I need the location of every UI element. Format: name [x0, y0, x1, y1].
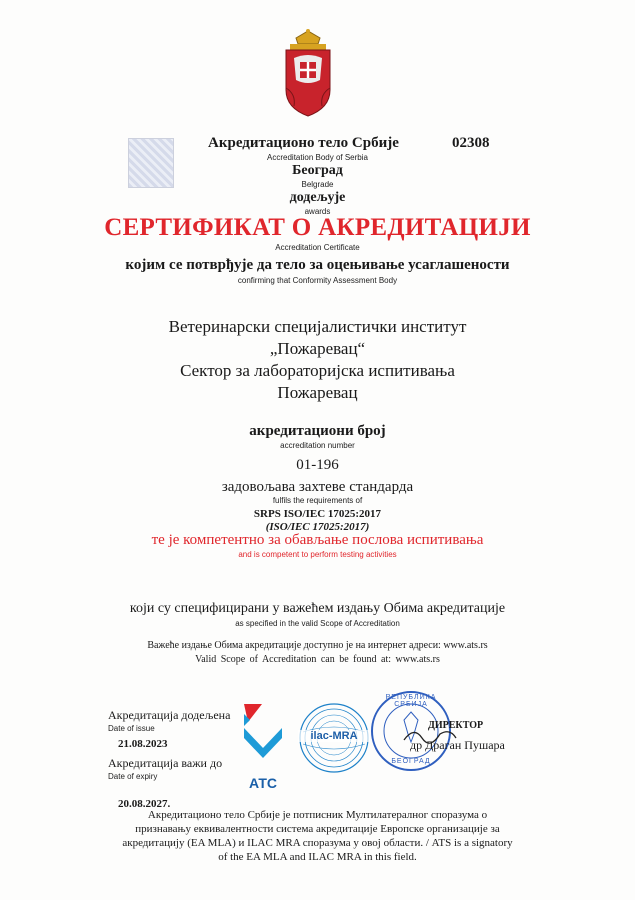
standard-alt: (ISO/IEC 17025:2017) — [265, 521, 370, 533]
date-expiry-label: Акредитација важи до — [108, 756, 223, 770]
fulfils-sr: задовољава захтеве стандарда — [221, 479, 414, 495]
scope-web-sr: Важеће издање Обима акредитације доступно је на интернет адреси: www.ats.rs — [147, 640, 488, 651]
accreditation-number: 01-196 — [296, 457, 339, 473]
accreditation-number-label: акредитациони број — [249, 423, 386, 439]
ats-logo-mark-icon — [240, 700, 286, 770]
scope-web-en: Valid Scope of Accreditation can be found at: www.ats.rs — [195, 654, 440, 665]
city-en: Belgrade — [301, 180, 334, 189]
coat-of-arms-icon — [282, 28, 334, 118]
accreditation-number-label-en: accreditation number — [280, 441, 355, 450]
certificate-title: СЕРТИФИКАТ О АКРЕДИТАЦИЈИ — [104, 214, 531, 241]
director-title: ДИРЕКТОР — [428, 720, 484, 731]
institution-name: Ветеринарски специјалистички институт — [168, 317, 467, 336]
date-issued: 21.08.2023 — [118, 738, 168, 750]
standard-name: SRPS ISO/IEC 17025:2017 — [253, 508, 382, 520]
awards-sr: додељује — [289, 190, 346, 205]
competent-en: and is competent to perform testing activities — [238, 550, 397, 559]
footer-line-3: акредитацију (EA MLA) и ILAC MRA споразума у овој области. / ATS is a signatory — [122, 837, 513, 849]
accreditation-body-sr: Акредитационо тело Србије — [208, 135, 399, 151]
ats-logo — [240, 700, 286, 790]
institution-city-quoted: „Пожаревац“ — [269, 339, 366, 358]
seal-bottom-text: БЕОГРАД — [391, 758, 431, 765]
confirming-en: confirming that Conformity Assessment Body — [237, 276, 398, 285]
date-issued-label-en: Date of issue — [108, 724, 155, 733]
ilac-mra-logo — [298, 702, 370, 774]
institution-city: Пожаревац — [277, 383, 358, 402]
institution-department: Сектор за лабораторијска испитивања — [180, 361, 455, 380]
scope-sr: који су специфицирани у важећем издању Обима акредитације — [129, 601, 506, 616]
fulfils-en: fulfils the requirements of — [272, 496, 363, 505]
footer-line-4: of the EA MLA and ILAC MRA in this field. — [218, 851, 417, 863]
date-issued-label: Акредитација додељена — [108, 708, 231, 722]
city-sr: Београд — [292, 163, 343, 178]
footer-line-2: признавању еквивалентности система акредитације Европске организације за — [135, 823, 500, 835]
certificate-title-en: Accreditation Certificate — [275, 243, 360, 252]
competent-sr: те је компетентно за обављање послова испитивања — [151, 532, 484, 548]
director-name: др Драган Пушара — [410, 738, 505, 752]
footer-line-1: Акредитационо тело Србије је потписник Мултилатералног споразума о — [147, 809, 488, 821]
scope-en: as specified in the valid Scope of Accreditation — [235, 619, 400, 628]
date-expiry: 20.08.2027. — [118, 798, 171, 810]
signature-scribble-icon — [400, 724, 460, 746]
ats-logo-text: АТС — [248, 775, 278, 791]
accreditation-body-en: Accreditation Body of Serbia — [267, 153, 368, 162]
confirming-sr: којим се потврђује да тело за оцењивање усаглашености — [125, 257, 510, 273]
awards-en: awards — [304, 207, 331, 216]
seal-text: РЕПУБЛИКА СРБИЈА — [385, 694, 437, 708]
ilac-logo-text: ilac-MRA — [298, 730, 370, 742]
certificate-serial: 02308 — [452, 135, 490, 151]
date-expiry-label-en: Date of expiry — [108, 772, 158, 781]
